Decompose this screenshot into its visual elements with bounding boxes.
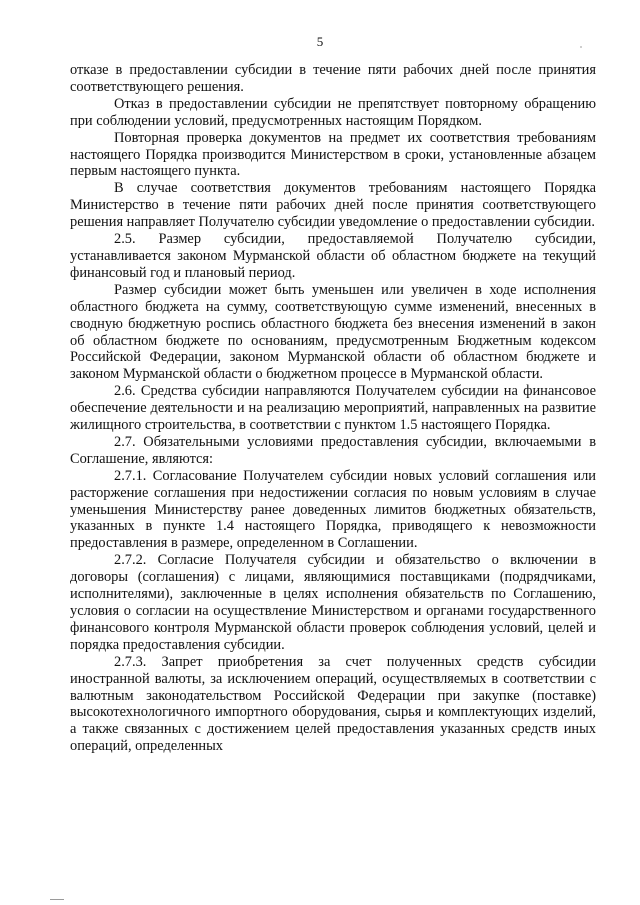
paragraph-refusal-no-obstacle: Отказ в предоставлении субсидии не препятствует повторному обращению при соблюдении условий, предусмотренных настоящим Порядком. <box>70 95 596 129</box>
paragraph-continuation: отказе в предоставлении субсидии в течение пяти рабочих дней после принятия соответствующего решения. <box>70 62 596 95</box>
paragraph-2-7: 2.7. Обязательными условиями предоставления субсидии, включаемыми в Соглашение, являются: <box>70 433 596 467</box>
paragraph-2-5: 2.5. Размер субсидии, предоставляемой Получателю субсидии, устанавливается законом Мурманской области об областном бюджете на текущий финансовый год и плановый период. <box>70 231 596 281</box>
paragraph-2-7-3: 2.7.3. Запрет приобретения за счет полученных средств субсидии иностранной валюты, за исключением операций, осуществляемых в соответствии с валютным законодательством Российской Федерации при закупке (поставке) высокотехнологичного импортного оборудования, сырья и комплектующих изделий, а также связанных с достижением целей предоставления указанных средств иных операций, определенных <box>70 653 596 755</box>
scan-edge-mark <box>50 899 64 900</box>
paragraph-2-7-1: 2.7.1. Согласование Получателем субсидии новых условий соглашения или расторжение соглашения при недостижении согласия по новым условиям в случае уменьшения Министерству ранее доведенных лимитов бюджетных обязательств, указанных в пункте 1.4 настоящего Порядка, приводящего к невозможности предоставления в размере, определенном в Соглашении. <box>70 467 596 552</box>
scan-speck <box>580 46 582 48</box>
paragraph-2-7-2: 2.7.2. Согласие Получателя субсидии и обязательство о включении в договоры (соглашения) с лицами, являющимися поставщиками (подрядчиками, исполнителями), заключенные в целях исполнения обязательств по Соглашению, условия о согласии на осуществление Министерством и органами государственного финансового контроля Мурманской области проверок соблюдения условий, целей и порядка предоставления субсидии. <box>70 552 596 653</box>
page-number: 5 <box>316 34 324 49</box>
document-body <box>70 62 596 755</box>
paragraph-2-6: 2.6. Средства субсидии направляются Получателем субсидии на финансовое обеспечение деятельности и на реализацию мероприятий, направленных на развитие жилищного строительства, в соответствии с пунктом 1.5 настоящего Порядка. <box>70 383 596 434</box>
paragraph-notification: В случае соответствия документов требованиям настоящего Порядка Министерство в течение пяти рабочих дней после принятия соответствующего решения направляет Получателю субсидии уведомление о предоставлении субсидии. <box>70 180 596 231</box>
paragraph-subsidy-amount-change: Размер субсидии может быть уменьшен или увеличен в ходе исполнения областного бюджета на сумму, соответствующую сумме изменений, внесенных в сводную бюджетную роспись областного бюджета без внесения изменений в закон об областном бюджете по основаниям, предусмотренным Бюджетным кодексом Российской Федерации, законом Мурманской области об областном бюджете и законом Мурманской области о бюджетном процессе в Мурманской области. <box>70 281 596 383</box>
paragraph-repeat-check: Повторная проверка документов на предмет их соответствия требованиям настоящего Порядка производится Министерством в сроки, установленные абзацем первым настоящего пункта. <box>70 129 596 180</box>
